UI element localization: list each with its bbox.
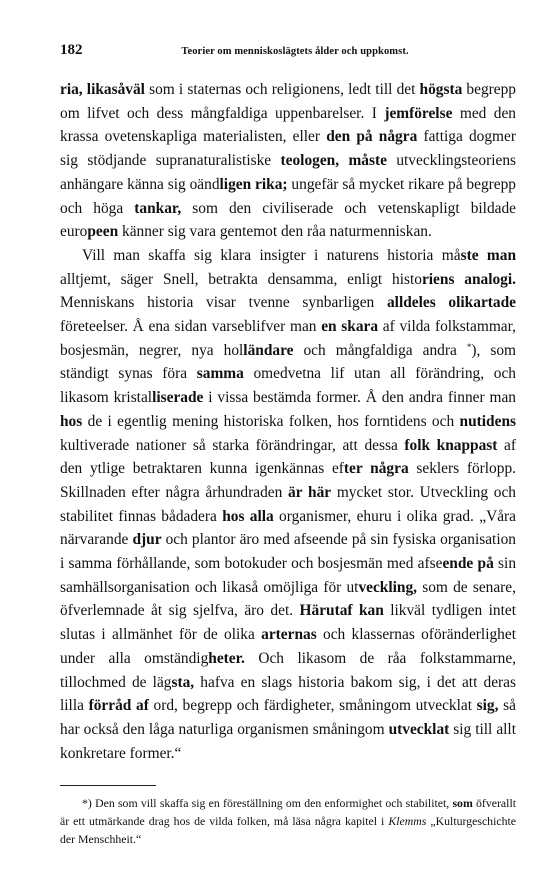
text-segment: Vill man skaffa sig klara insigter i naturens historia må [82,246,461,264]
text-segment: Klemms [388,814,427,829]
running-title: Teorier om menniskoslägtets ålder och uppkomst. [181,46,409,57]
text-segment: *) Den som vill skaffa sig en föreställning om den enformighet och stabilitet, [82,796,453,811]
text-segment: organismer, ehuru i olika grad. „Våra närvarande [60,507,516,549]
text-segment: heter. [208,649,245,667]
text-segment: hos [60,412,83,430]
text-segment: teologen, [280,152,340,170]
text-segment: ria, likasåväl [60,81,145,98]
paragraph-2 [60,244,516,765]
text-segment: kultiverade nationer så starka förändringar, att dessa [60,436,405,454]
text-segment: är här [288,483,332,501]
text-segment: nutidens [459,412,516,430]
text-segment: utvecklingsteoriens anhängare känna sig oänd [60,152,516,193]
text-segment: känner sig vara gentemot den råa naturmenniskan. [118,223,432,241]
text-segment: seklers förlopp. Skillnaden efter några århundraden [60,460,516,501]
text-segment: riens analogi. [421,270,516,288]
text-segment: och plantor äro med afseende på sin fysiska organisation i samma förhållande, som botokuder och bosjesmän med afse [60,531,516,573]
text-segment: med den krassa ovetenskapliga materialisten, eller [60,104,517,146]
text-segment: och mångfaldiga andra [293,341,467,359]
text-segment: * [466,341,472,352]
text-segment: en skara [321,318,379,336]
text-segment: i vissa bestämda former. Å den andra finner man [203,389,516,407]
text-segment: folk knappast [404,436,498,454]
text-segment: ter några [343,460,409,478]
text-segment: ord, begrepp och färdigheter, småningom utvecklat [148,697,477,715]
text-segment: utvecklat [388,720,450,738]
text-segment: begrepp om lifvet och dess mångfaldiga uppenbarelser. I [60,81,516,122]
text-segment: af den ytlige betraktaren kunna igenkännas ef [60,436,516,478]
running-header [60,42,516,68]
text-segment: sta, [171,673,195,691]
text-segment: de i egentlig mening historiska folken, hos forntidens och [82,412,460,430]
text-segment: omedvetna lif utan all förändring, och likasom kristal [60,365,516,407]
text-segment: alltjemt, säger Snell, betrakta densamma, enligt histo [60,270,422,288]
text-segment: och klassernas oföränderlighet under alla omständig [60,626,516,667]
text-segment: „Kulturgeschichte der Menschheit.“ [60,814,517,847]
text-segment: den på några [326,128,418,146]
text-segment: som i staternas och religionens, ledt till det [144,81,420,98]
text-segment: alldeles olikartade [386,294,516,312]
text-segment: tankar, [134,199,182,217]
footnote-divider [60,785,156,786]
text-segment: högsta [419,81,463,98]
text-segment: företeelser. Å ena sidan varseblifver man [60,318,322,336]
text-segment: peen [87,223,119,241]
body-text [60,78,516,765]
text-segment: som de senare, öfverlemnade åt sig sjelfva, äro det. [60,578,516,620]
text-segment: sig, [476,697,499,715]
text-segment: arternas [261,626,317,644]
text-segment: hos alla [222,507,274,525]
text-segment: jemförelse [384,104,453,122]
text-segment: ländare [243,341,294,359]
text-segment: ste man [460,246,517,264]
paragraph-1 [60,78,516,244]
text-segment: liserade [152,389,204,407]
text-segment: Och likasom de råa folkstammarne, tillochmed de läg [60,649,516,691]
book-page [60,42,517,847]
text-segment: ungefär så mycket rikare på begrepp och höga [60,175,516,217]
text-segment: sin samhällsorganisation och likaså omöjliga för ut [60,555,517,596]
text-segment: öfverallt är ett utmärkande drag hos de vilda folken, må läsa några kapitel i [60,796,516,829]
text-segment: Härutaf kan [299,602,384,620]
page-number: 182 [60,42,83,58]
text-segment: veckling, [358,578,418,596]
text-segment: hafva en slags historia bakom sig, i det att deras lilla [60,673,516,715]
text-segment: Menniskans historia visar tvenne synbarligen [60,294,387,312]
text-segment: förråd af [88,697,149,715]
footnote [60,794,516,848]
text-segment: djur [132,531,162,549]
text-segment: ), som ständigt synas föra [60,341,517,383]
text-segment: som [452,796,473,811]
text-segment: som den civiliserade och vetenskapligt bildade euro [60,199,516,241]
text-segment: likväl tydligen intet slutas i allmänhet för de olika [60,602,516,644]
text-segment: så har också den låga naturliga organismen småningom [60,697,516,738]
text-segment: ligen rika; [219,175,288,193]
text-segment: fattiga dogmer sig stödjande supranaturalistiske [60,128,516,170]
text-segment: måste [348,152,387,170]
text-segment: mycket stor. Utveckling och stabilitet finnas bådadera [60,483,516,525]
text-segment: ende på [442,555,494,573]
text-segment: af vilda folkstammar, bosjesmän, negrer, nya hol [60,318,516,359]
text-segment: sig till allt konkretare former.“ [60,720,516,762]
text-segment: samma [196,365,244,383]
